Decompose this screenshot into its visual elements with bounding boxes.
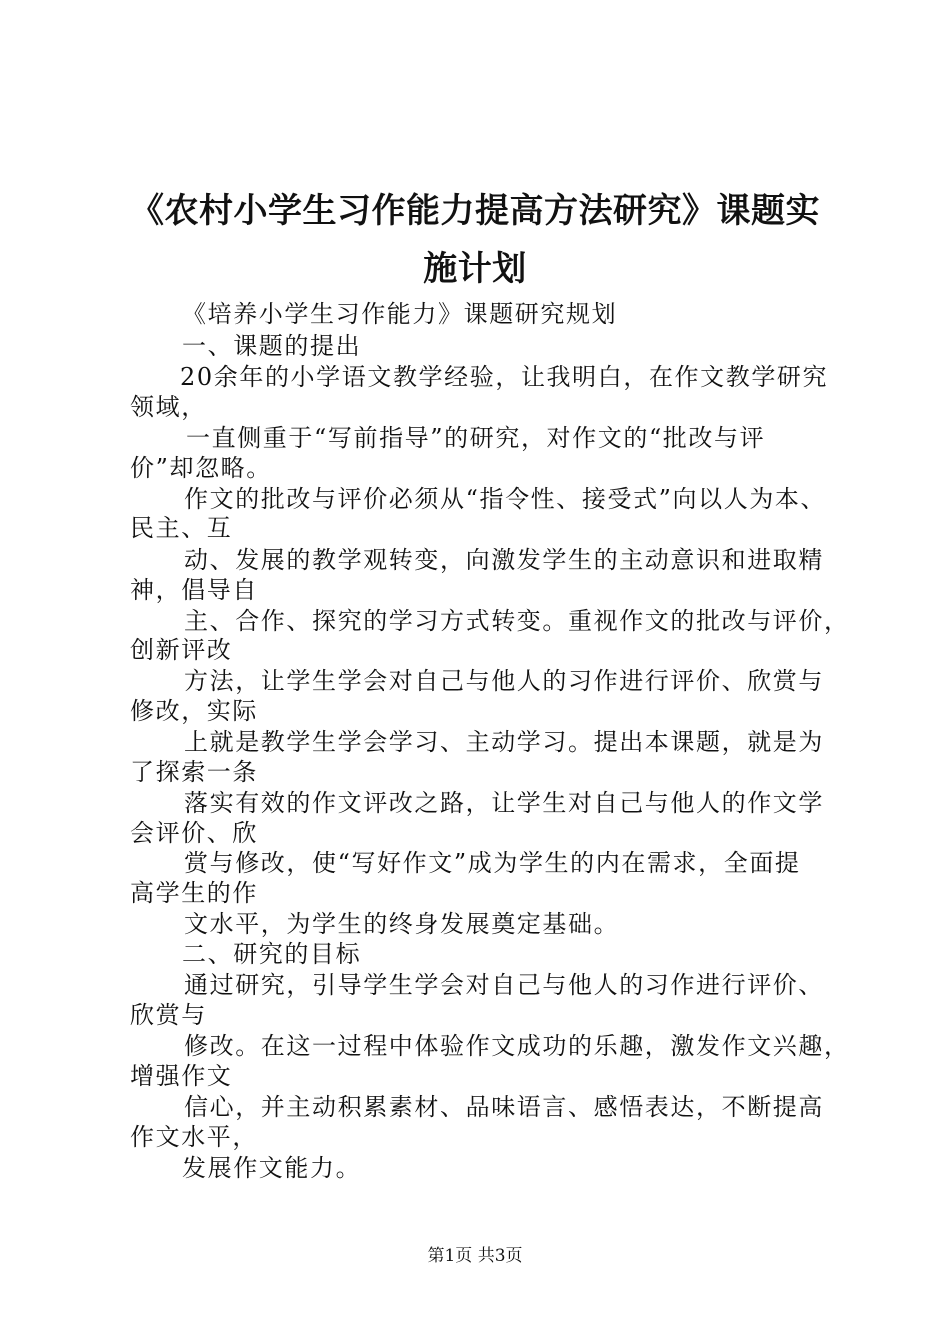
page-footer: 第1页 共3页 <box>427 1246 523 1266</box>
body-line: 价”却忽略。 <box>130 454 272 482</box>
body-line: 主、合作、探究的学习方式转变。重视作文的批改与评价， <box>184 607 850 635</box>
body-line: 20余年的小学语文教学经验，让我明白，在作文教学研究 <box>180 363 829 391</box>
body-line: 作文的批改与评价必须从“指令性、接受式”向以人为本、 <box>184 485 827 513</box>
body-line: 增强作文 <box>130 1062 233 1090</box>
body-line: 修改。在这一过程中体验作文成功的乐趣，激发作文兴趣， <box>184 1032 850 1060</box>
body-line: 领域， <box>130 393 207 421</box>
body-line: 神，倡导自 <box>130 576 258 604</box>
body-line: 一直侧重于“写前指导”的研究，对作文的“批改与评 <box>186 424 766 452</box>
body-line: 发展作文能力。 <box>182 1154 362 1182</box>
body-line: 民主、互 <box>130 514 233 542</box>
body-line: 高学生的作 <box>130 879 258 907</box>
body-line: 动、发展的教学观转变，向激发学生的主动意识和进取精 <box>184 546 824 574</box>
body-line: 文水平，为学生的终身发展奠定基础。 <box>184 910 620 938</box>
document-title-line-1: 《农村小学生习作能力提高方法研究》课题实 <box>130 191 820 231</box>
body-line: 落实有效的作文评改之路，让学生对自己与他人的作文学 <box>184 789 824 817</box>
body-line: 修改，实际 <box>130 697 258 725</box>
body-line: 会评价、欣 <box>130 819 258 847</box>
document-title-line-2: 施计划 <box>423 249 527 289</box>
section-heading-2: 二、研究的目标 <box>182 940 362 968</box>
body-line: 了探索一条 <box>130 758 258 786</box>
body-line: 创新评改 <box>130 636 233 664</box>
body-line: 方法，让学生学会对自己与他人的习作进行评价、欣赏与 <box>184 667 824 695</box>
body-line: 欣赏与 <box>130 1001 207 1029</box>
body-line: 信心，并主动积累素材、品味语言、感悟表达，不断提高 <box>184 1093 824 1121</box>
subtitle-line: 《培养小学生习作能力》课题研究规划 <box>182 300 618 328</box>
body-line: 作文水平， <box>130 1123 258 1151</box>
body-line: 赏与修改，使“写好作文”成为学生的内在需求，全面提 <box>184 849 801 877</box>
body-line: 通过研究，引导学生学会对自己与他人的习作进行评价、 <box>184 971 824 999</box>
section-heading-1: 一、课题的提出 <box>182 332 362 360</box>
body-line: 上就是教学生学会学习、主动学习。提出本课题，就是为 <box>184 728 824 756</box>
